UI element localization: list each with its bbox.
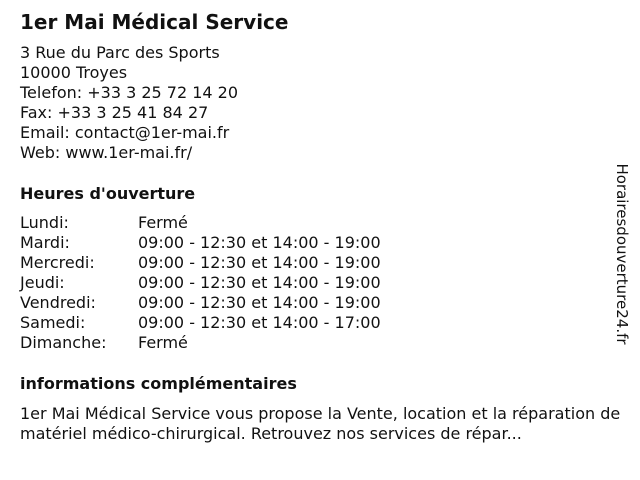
- day-label: Dimanche:: [20, 333, 107, 352]
- fax-line: Fax: +33 3 25 41 84 27: [20, 103, 209, 122]
- hours-row-tuesday: [20, 233, 381, 253]
- day-hours: 09:00 - 12:30 et 14:00 - 17:00: [138, 313, 381, 332]
- opening-hours-table: [20, 213, 381, 353]
- hours-row-sunday: [20, 333, 381, 353]
- day-hours: 09:00 - 12:30 et 14:00 - 19:00: [138, 293, 381, 312]
- day-hours: 09:00 - 12:30 et 14:00 - 19:00: [138, 253, 381, 272]
- email-line: Email: contact@1er-mai.fr: [20, 123, 230, 142]
- contact-block: [20, 43, 238, 163]
- day-label: Mardi:: [20, 233, 70, 252]
- hours-row-thursday: [20, 273, 381, 293]
- business-description: 1er Mai Médical Service vous propose la Vente, location et la réparation de matériel médico-chirurgical. Retrouvez nos services de répar...: [20, 404, 621, 443]
- day-label: Samedi:: [20, 313, 86, 332]
- web-line: Web: www.1er-mai.fr/: [20, 143, 193, 162]
- address-street: 3 Rue du Parc des Sports: [20, 43, 220, 62]
- phone-line: Telefon: +33 3 25 72 14 20: [20, 83, 239, 102]
- hours-row-saturday: [20, 313, 381, 333]
- additional-info-heading: informations complémentaires: [20, 374, 297, 393]
- day-label: Lundi:: [20, 213, 69, 232]
- day-label: Jeudi:: [20, 273, 65, 292]
- business-name: 1er Mai Médical Service: [20, 10, 289, 34]
- day-label: Vendredi:: [20, 293, 96, 312]
- day-label: Mercredi:: [20, 253, 95, 272]
- source-credit: Horairesdouverture24.fr: [613, 163, 631, 345]
- day-hours: 09:00 - 12:30 et 14:00 - 19:00: [138, 233, 381, 252]
- hours-row-friday: [20, 293, 381, 313]
- day-hours: Fermé: [138, 333, 188, 352]
- day-hours: Fermé: [138, 213, 188, 232]
- address-city: 10000 Troyes: [20, 63, 128, 82]
- day-hours: 09:00 - 12:30 et 14:00 - 19:00: [138, 273, 381, 292]
- opening-hours-heading: Heures d'ouverture: [20, 184, 196, 203]
- hours-row-monday: [20, 213, 381, 233]
- hours-row-wednesday: [20, 253, 381, 273]
